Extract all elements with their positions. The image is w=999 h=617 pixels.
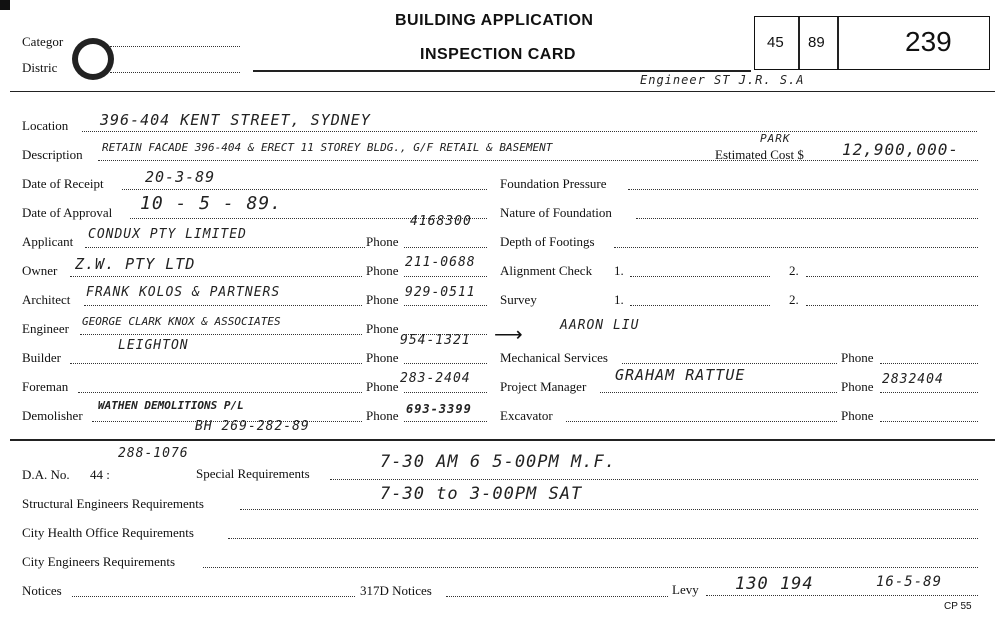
card-box-divider-2	[837, 17, 839, 69]
builder-phone-label: Phone	[366, 350, 399, 365]
alignment-1-label: 1.	[614, 263, 624, 278]
levy-date: 16-5-89	[876, 574, 943, 590]
card-box-divider-1	[798, 17, 800, 69]
receipt-label: Date of Receipt	[22, 176, 104, 191]
applicant-value: CONDUX PTY LIMITED	[88, 227, 247, 242]
nature-foundation-label: Nature of Foundation	[500, 205, 612, 220]
project-manager-phone-value: 2832404	[882, 372, 944, 387]
foreman-line	[78, 392, 362, 393]
district-line	[110, 72, 240, 73]
special-requirements-line	[330, 479, 978, 480]
card-number-box	[754, 16, 990, 70]
demolisher-value: WATHEN DEMOLITIONS P/L	[98, 399, 244, 412]
survey-1-label: 1.	[614, 292, 624, 307]
project-manager-phone-label: Phone	[841, 379, 874, 394]
alignment-2-label: 2.	[789, 263, 799, 278]
project-manager-line	[600, 392, 837, 393]
engineer-line	[80, 334, 362, 335]
arrow-icon: ⟶	[494, 324, 523, 346]
category-line	[110, 46, 240, 47]
notices-label: Notices	[22, 583, 62, 598]
card-number-a: 45	[767, 34, 784, 51]
architect-value: FRANK KOLOS & PARTNERS	[86, 285, 281, 300]
structural-label: Structural Engineers Requirements	[22, 496, 204, 511]
special-requirements-label: Special Requirements	[196, 466, 310, 481]
demolisher-phone-value: 693-3399	[406, 402, 472, 416]
project-manager-phone-line	[880, 392, 978, 393]
nature-foundation-line	[636, 218, 978, 219]
description-extra: PARK	[760, 132, 791, 145]
project-manager-value: GRAHAM RATTUE	[615, 366, 746, 384]
location-line	[82, 131, 977, 132]
engineer-contact-note: AARON LIU	[560, 318, 640, 333]
builder-line	[70, 363, 362, 364]
engineer-label: Engineer	[22, 321, 69, 336]
alignment-1-line	[630, 276, 770, 277]
owner-value: Z.W. PTY LTD	[75, 255, 196, 273]
category-label: Categor	[22, 34, 64, 49]
foundation-pressure-line	[628, 189, 978, 190]
mechanical-label: Mechanical Services	[500, 350, 608, 365]
demolisher-extra: BH 269-282-89	[195, 419, 310, 434]
notices-317d-label: 317D Notices	[360, 583, 432, 598]
alignment-label: Alignment Check	[500, 263, 593, 278]
estimated-cost-label: Estimated Cost $	[715, 147, 804, 162]
builder-phone-value: 954-1321	[400, 333, 471, 348]
depth-footings-label: Depth of Footings	[500, 234, 595, 249]
foreman-phone-line	[404, 392, 487, 393]
builder-label: Builder	[22, 350, 61, 365]
city-engineers-line	[203, 567, 978, 568]
demolisher-phone-line	[404, 421, 487, 422]
notices-line	[72, 596, 355, 597]
engineer-phone-label: Phone	[366, 321, 399, 336]
builder-phone-line	[404, 363, 487, 364]
survey-2-line	[806, 305, 978, 306]
receipt-line	[122, 189, 487, 190]
description-value: RETAIN FACADE 396-404 & ERECT 11 STOREY BLDG., G/F RETAIL & BASEMENT	[102, 141, 553, 154]
architect-line	[84, 305, 362, 306]
applicant-line	[85, 247, 365, 248]
owner-phone-line	[404, 276, 487, 277]
card-number-b: 89	[808, 34, 825, 51]
location-value: 396-404 KENT STREET, SYDNEY	[100, 111, 371, 129]
estimated-cost-value: 12,900,000-	[842, 140, 959, 159]
da-prefix: 44 :	[90, 467, 110, 482]
demolisher-label: Demolisher	[22, 408, 83, 423]
excavator-label: Excavator	[500, 408, 553, 423]
structural-value: 7-30 to 3-00PM SAT	[380, 484, 583, 504]
top-left-corner-mark	[0, 0, 10, 10]
district-label: Distric	[22, 60, 58, 75]
city-engineers-label: City Engineers Requirements	[22, 554, 176, 569]
special-requirements-value: 7-30 AM 6 5-00PM M.F.	[380, 452, 616, 472]
depth-footings-line	[614, 247, 978, 248]
structural-line	[240, 509, 978, 510]
description-label: Description	[22, 147, 83, 162]
excavator-phone-line	[880, 421, 978, 422]
receipt-value: 20-3-89	[145, 168, 216, 186]
excavator-phone-label: Phone	[841, 408, 874, 423]
title-line-1: BUILDING APPLICATION	[395, 12, 594, 29]
architect-phone-value: 929-0511	[405, 285, 476, 300]
owner-line	[70, 276, 362, 277]
levy-line	[706, 595, 978, 596]
section-separator	[10, 439, 995, 441]
mechanical-line	[622, 363, 837, 364]
demolisher-phone-label: Phone	[366, 408, 399, 423]
levy-value: 130 194	[735, 574, 814, 594]
foreman-label: Foreman	[22, 379, 69, 394]
alignment-2-line	[806, 276, 978, 277]
owner-label: Owner	[22, 263, 58, 278]
title-underline	[253, 70, 751, 72]
header-separator	[10, 91, 995, 92]
title-line-2: INSPECTION CARD	[420, 46, 576, 63]
project-manager-label: Project Manager	[500, 379, 587, 394]
da-value: 288-1076	[118, 446, 189, 461]
engineer-value: GEORGE CLARK KNOX & ASSOCIATES	[82, 315, 281, 328]
approval-label: Date of Approval	[22, 205, 113, 220]
architect-phone-line	[404, 305, 487, 306]
card-number-c: 239	[905, 26, 952, 57]
survey-label: Survey	[500, 292, 537, 307]
foreman-phone-value: 283-2404	[400, 371, 471, 386]
description-line	[98, 160, 978, 161]
applicant-label: Applicant	[22, 234, 74, 249]
mechanical-phone-label: Phone	[841, 350, 874, 365]
approval-value: 10 - 5 - 89.	[140, 193, 283, 214]
applicant-phone-line	[404, 247, 487, 248]
punch-hole-mark	[72, 38, 114, 80]
architect-phone-label: Phone	[366, 292, 399, 307]
engineer-note: Engineer ST J.R. S.A	[640, 73, 805, 87]
mechanical-phone-line	[880, 363, 978, 364]
owner-phone-label: Phone	[366, 263, 399, 278]
owner-phone-value: 211-0688	[405, 255, 476, 270]
foreman-phone-label: Phone	[366, 379, 399, 394]
card-code: CP 55	[944, 601, 972, 612]
survey-1-line	[630, 305, 770, 306]
levy-label: Levy	[672, 582, 699, 597]
builder-value: LEIGHTON	[118, 338, 189, 353]
health-line	[228, 538, 978, 539]
notices-317d-line	[446, 596, 668, 597]
architect-label: Architect	[22, 292, 71, 307]
survey-2-label: 2.	[789, 292, 799, 307]
location-label: Location	[22, 118, 69, 133]
foundation-pressure-label: Foundation Pressure	[500, 176, 607, 191]
applicant-phone-value: 4168300	[410, 214, 472, 229]
applicant-phone-label: Phone	[366, 234, 399, 249]
da-label: D.A. No.	[22, 467, 70, 482]
health-label: City Health Office Requirements	[22, 525, 194, 540]
excavator-line	[566, 421, 837, 422]
